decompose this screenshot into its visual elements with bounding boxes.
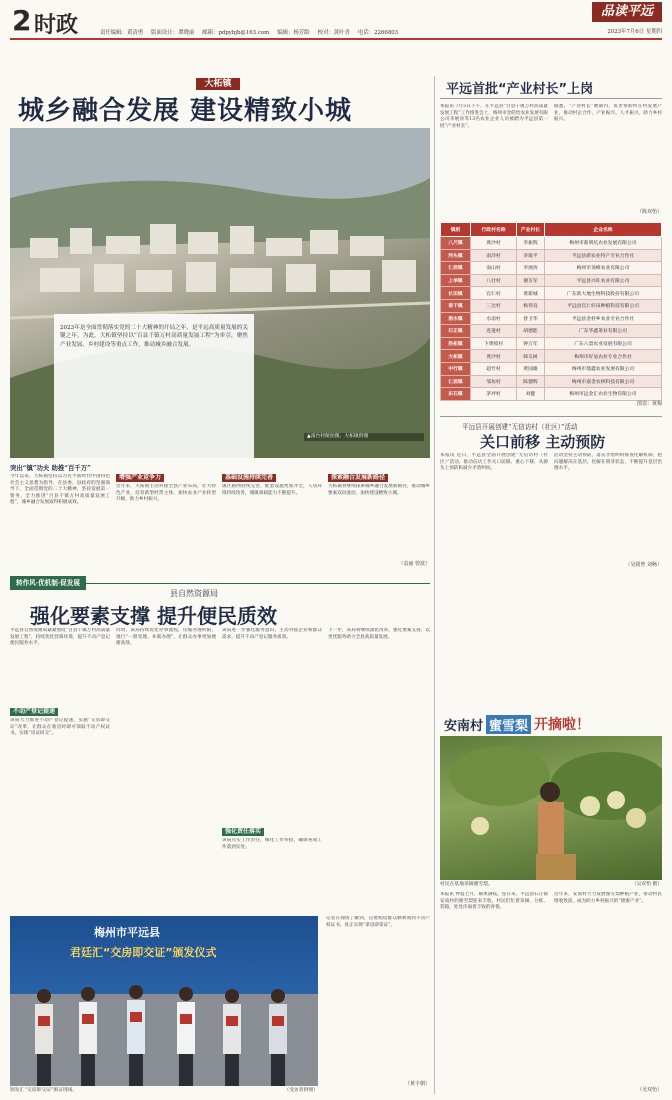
table-cell: 平远县兴旺农业有限公司 xyxy=(545,274,662,287)
lead-body xyxy=(10,464,430,567)
side1-rule xyxy=(440,98,662,99)
side2-headline: 关口前移 主动预防 xyxy=(480,433,606,451)
header-rule xyxy=(10,38,662,40)
bottom-text-block: 记者在现场了解到，首批购房群众顺利领到不动产权证书，真正实现“拿房即拿证”。 xyxy=(326,916,430,928)
table-cell: 仁居镇 xyxy=(441,262,471,275)
table-cell: 三达村 xyxy=(471,299,517,312)
side3-highlight: 蜜雪梨 xyxy=(486,715,531,734)
lead-subhead-3: 基础设施持续完善 xyxy=(222,474,276,482)
header-meta: 责任编辑：黄清勇 版面设计：谭晓丽 邮箱：pdpybjb@163.com 编辑：杨芳龄 校对：黄叶青 电话：2266803 xyxy=(100,30,399,36)
table-row xyxy=(441,274,662,287)
table-row xyxy=(441,249,662,262)
table-cell: 水南村 xyxy=(471,312,517,325)
table-cell: 梅州市鼎鑫农业发展有限公司 xyxy=(545,362,662,375)
bottom-subhead-1: 不动产登记提速 xyxy=(10,708,58,716)
table-header-row: 镇别 行政村名称 产业村长 企业名称 xyxy=(441,223,662,237)
table-cell: 梅州市顶峰农业有限公司 xyxy=(545,262,662,275)
table-cell: 茅坪村 xyxy=(471,388,517,401)
lead-author: （袁丽 曾波） xyxy=(398,561,430,567)
side2-body: 本报讯 近日，平远县全面开展创建“无信访村（社区）”活动，推动信访工作关口前移、重心下移，从源头上预防和减少矛盾纠纷。 xyxy=(440,453,548,472)
table-cell: 超竹村 xyxy=(471,362,517,375)
side1-body: 据悉，“产业村长”聘期内，负责帮助所在村发展产业，推动村企合作、产业振兴、人才振兴，助力乡村振兴。 xyxy=(554,104,662,123)
table-cell: 梅州市嘉金农林科技有限公司 xyxy=(545,375,662,388)
ceremony-caption: 颁发汇“交房即交证”颁证现场。 （受访者供图） xyxy=(10,1088,318,1093)
table-cell: 梅州市远金汇农业生物有限公司 xyxy=(545,388,662,401)
table-cell: 黄沙村 xyxy=(471,237,517,250)
side-article-2 xyxy=(440,416,662,566)
table-cell: 黄新城 xyxy=(517,287,545,300)
bottom-text-area xyxy=(10,628,430,912)
table-row xyxy=(441,237,662,250)
table-cell: 长田镇 xyxy=(441,287,471,300)
pear-orchard-image xyxy=(440,736,662,880)
village-chief-table xyxy=(440,222,662,401)
bottom-text-block: 该局大力推进不动产登记提速，实施“交房即交证”改革，让群众在收房时即可领取不动产权证书，实现“房证同交”。 xyxy=(10,718,110,737)
table-cell: 官仁村 xyxy=(471,287,517,300)
table-cell: 上举镇 xyxy=(441,274,471,287)
lead-col-2 xyxy=(116,464,216,564)
page-header xyxy=(0,0,672,44)
table-cell: 南山村 xyxy=(471,262,517,275)
table-cell: 陈德辉 xyxy=(517,375,545,388)
bottom-text-block: 该局进一步强化服务意识，主动对接企业和群众需求，提升不动产登记服务质效。 xyxy=(222,628,322,640)
table-cell: 邹坊村 xyxy=(471,375,517,388)
table-row xyxy=(441,312,662,325)
section-title: 时政 xyxy=(34,13,79,38)
side3-kicker: 安南村 xyxy=(444,718,484,734)
table-cell: 下黄岐村 xyxy=(471,337,517,350)
lead-photo xyxy=(10,128,430,458)
table-cell: 平远县金村乡农业专业合作社 xyxy=(545,312,662,325)
table-row xyxy=(441,337,662,350)
table-cell: 李展涛 xyxy=(517,262,545,275)
lead-subhead-4: 探索融合发展新路径 xyxy=(328,474,388,482)
bottom-text-block: 该局压实工作责任，细化工作举措，确保各项工作落到实处。 xyxy=(222,838,322,850)
side3-headline: 开摘啦！ xyxy=(534,717,591,733)
side1-headline: 平远首批“产业村长”上岗 xyxy=(446,82,594,97)
side-article-3 xyxy=(440,714,662,1094)
column-divider xyxy=(434,76,435,1094)
table-cell: 平远县官仁好田种植科技有限公司 xyxy=(545,299,662,312)
bottom-headline: 强化要素支撑 提升便民质效 xyxy=(30,604,277,628)
table-cell: 梅州市好氢农业专业合作社 xyxy=(545,350,662,363)
lead-kicker: 大柘镇 xyxy=(196,78,240,90)
table-cell: 刘健 xyxy=(517,388,545,401)
lead-photo-caption: ▲南台村航拍图。大柘镇供图 xyxy=(304,433,424,441)
lead-text-block: 近年来，大柘镇主动对接全县产业布局，壮大特色产业，培育新型经营主体，加快农业产业转型升级，助力乡村振兴。 xyxy=(116,484,216,503)
table-cell: 大柘镇 xyxy=(441,350,471,363)
table-cell: 韩友树 xyxy=(517,350,545,363)
side2-kicker: 平远县开展创建“无信访村（社区）”活动 xyxy=(462,423,578,431)
table-cell: 谢友军 xyxy=(517,274,545,287)
bottom-text-block: 平远县自然资源局紧紧围绕“百县千镇万村高质量发展工程”，持续优化营商环境，提升不动产登记便民服务水平。 xyxy=(10,628,110,647)
table-row xyxy=(441,287,662,300)
side3-body: 近年来，安南村大力发展蜜雪梨种植产业，带动村民增收致富，成为助力乡村振兴的“甜蜜产业”。 xyxy=(554,892,662,904)
table-cell: 差干镇 xyxy=(441,299,471,312)
table-row xyxy=(441,350,662,363)
table-cell: 仁居镇 xyxy=(441,375,471,388)
table-cell: 中行镇 xyxy=(441,362,471,375)
table-cell: 李振辉 xyxy=(517,237,545,250)
table-cell: 梅州市新明坑农业发展有限公司 xyxy=(545,237,662,250)
side2-body: 活动坚持主动预防，落实矛盾纠纷排查化解机制，把问题解决在基层、化解在萌芽状态，不断提升基层治理水平。 xyxy=(554,453,662,472)
table-cell: 李康平 xyxy=(517,249,545,262)
table-cell: 广东新大地生物科技股份有限公司 xyxy=(545,287,662,300)
pear-caption: 村民在基地采摘蜜雪梨。 （吴双怡 摄） xyxy=(440,882,662,887)
lead-text-block: 今年以来，大柘镇坚持以习近平新时代中国特色社会主义思想为指导，在县委、县政府的坚强领导下，全面贯彻党的二十大精神，坚持发展第一要务，全力推进“百县千镇万村高质量发展工程”，城乡融合发展取得积极成效。 xyxy=(10,474,110,506)
bottom-col-1 xyxy=(10,628,110,912)
table-cell: 连进村 xyxy=(471,325,517,338)
ceremony-photo xyxy=(10,916,318,1086)
table-cell: 八社村 xyxy=(471,274,517,287)
bottom-subhead-2: 强化责任落实 xyxy=(222,828,264,836)
table-cell: 钟万年 xyxy=(517,337,545,350)
lead-subhead-2: 增强产业竞争力 xyxy=(116,474,164,482)
table-row xyxy=(441,388,662,401)
table-cell: 曾卫华 xyxy=(517,312,545,325)
table-cell: 河头镇 xyxy=(441,249,471,262)
lead-headline: 城乡融合发展 建设精致小城 xyxy=(18,96,353,126)
people-figures xyxy=(10,916,318,1086)
table-cell: 石正镇 xyxy=(441,325,471,338)
side1-author: （陈双怡） xyxy=(636,209,662,215)
lead-intro: 2023年是全面贯彻落实党的二十大精神的开局之年，是平远高质量发展的关键之年。为此，大柘镇坚持以“百县千镇万村高质量发展工程”为牵引，聚焦产业发展、乡村建设等重点工作，推动城乡融合发展。 xyxy=(60,325,248,348)
lead-col-1 xyxy=(10,464,110,564)
bottom-text-block: 同时，该局持续优化办事流程，压缩办理时限，推行“一窗受理、并联办理”，让群众办事更加便捷高效。 xyxy=(116,628,216,647)
table-cell: 杨伟良 xyxy=(517,299,545,312)
bottom-col-3 xyxy=(222,628,322,912)
table-row xyxy=(441,262,662,275)
side3-body: 本报讯 仲夏七月，硕果满枝。连日来，平远县石正镇安南村的蜜雪梨迎来丰收，村民们忙着采摘、分拣、装箱，处处洋溢着丰收的喜悦。 xyxy=(440,892,548,911)
bottom-text-block: 下一步，该局将继续深化改革，强化要素支撑，以更优服务助力全县高质量发展。 xyxy=(328,628,430,640)
lead-article xyxy=(10,76,430,567)
pear-photo xyxy=(440,736,662,880)
table-cell: 广东八景农业发展有限公司 xyxy=(545,337,662,350)
table-cell: 胡德能 xyxy=(517,325,545,338)
bottom-col-4 xyxy=(328,628,430,912)
bottom-article xyxy=(10,586,430,1094)
section-banner xyxy=(10,570,430,587)
lead-text-block: 镇区路网持续完善，配套设施更加齐全，人居环境持续改善，城镇承载能力不断提升。 xyxy=(222,484,322,496)
table-row xyxy=(441,375,662,388)
bottom-col-2 xyxy=(116,628,216,912)
table-cell: 平远县新农业特产专业合作社 xyxy=(545,249,662,262)
table-cell: 广东华鑫茶业有限公司 xyxy=(545,325,662,338)
banner-label: 转作风·优机制·促发展 xyxy=(10,576,86,590)
page-number: 2 xyxy=(12,4,32,37)
table-row xyxy=(441,325,662,338)
lead-subhead-1: 突出“镇”功夫 助推“百千万” xyxy=(10,464,91,472)
bottom-author: （黄丰朝） xyxy=(404,1081,430,1087)
table-cell: 泗水镇 xyxy=(441,312,471,325)
lead-text-block: 大柘镇将继续探索城乡融合发展新路径，推动城乡要素双向流动，加快建设精致小城。 xyxy=(328,484,430,496)
table-row xyxy=(441,362,662,375)
lead-col-4 xyxy=(328,464,430,567)
side3-author: （吴双怡） xyxy=(636,1087,662,1093)
side2-author: （吴圆曾 刘畅） xyxy=(625,562,662,568)
table-row xyxy=(441,299,662,312)
issue-date: 2023年7月6日 星期四 xyxy=(607,29,662,35)
table-cell: 黄沙村 xyxy=(471,350,517,363)
brand-logo: 品读平远 xyxy=(592,2,662,22)
bottom-kicker: 县自然资源局 xyxy=(170,589,218,598)
table-cell: 热柘镇 xyxy=(441,337,471,350)
table-cell: 南洋村 xyxy=(471,249,517,262)
side3-title-row xyxy=(444,714,590,734)
side1-body: 本报讯 7月5日下午，在平远县“百县千镇万村高质量发展工程”工作推进会上，梅州市金皓怡农业发展有限公司李展涛等13名农业企业人员被聘为平远县第一批“产业村长”。 xyxy=(440,104,548,129)
side-article-1 xyxy=(440,76,662,408)
table-cell: 黄国雄 xyxy=(517,362,545,375)
table-cell: 东石镇 xyxy=(441,388,471,401)
table-cell: 八尺镇 xyxy=(441,237,471,250)
backdrop-title: 梅州市平远县 xyxy=(94,926,160,939)
backdrop-slogan: 君廷汇“交房即交证”颁发仪式 xyxy=(70,946,217,959)
side1-credit: 图表：黄梅 xyxy=(636,401,662,407)
lead-col-3 xyxy=(222,464,322,564)
